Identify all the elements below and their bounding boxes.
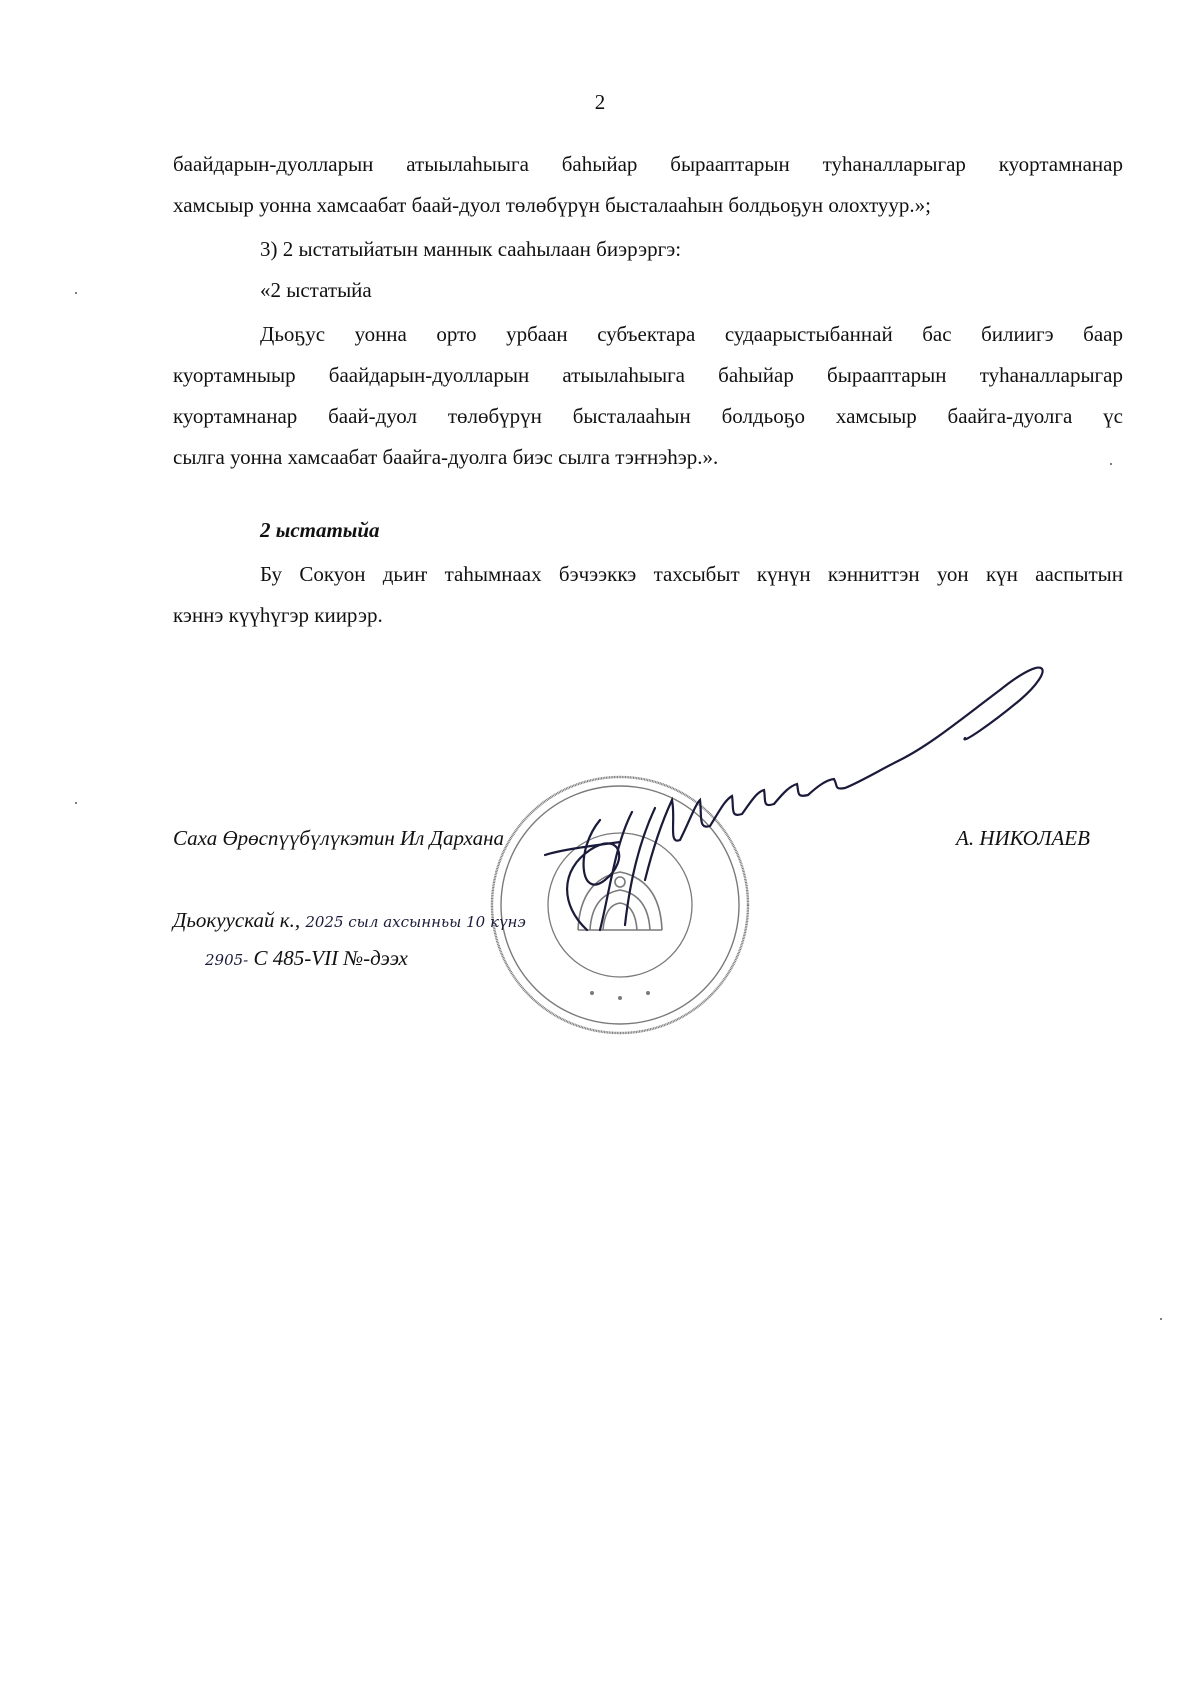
body-line: Дьоҕус уонна орто урбаан субъектара судаарыстыбаннай бас билиигэ баар [260,322,1123,346]
scan-speck [75,292,77,294]
scan-speck [1160,1318,1162,1320]
signatory-name: А. НИКОЛАЕВ [956,826,1090,850]
place-prefix: Дьокуускай к., [173,908,301,932]
body-line: хамсыыр уонна хамсаабат баай-дуол төлөбүрүн бысталааһын болдьоҕун олохтуур.»; [173,193,931,217]
scan-speck [1110,463,1112,465]
stamp-emblem-icon [578,872,662,930]
handwritten-number: 2905- [205,951,249,969]
scan-speck [75,802,77,804]
law-number [205,946,408,971]
body-line: куортамнанар баай-дуол төлөбүрүн бысталааһын болдьоҕо хамсыыр баайга-дуолга үс [173,404,1123,428]
body-line: сылга уонна хамсаабат баайга-дуолга биэс сылга тэҥнэһэр.». [173,445,719,469]
official-stamp [492,777,748,1033]
handwritten-date: 2025 сыл ахсынньы 10 күнэ [305,913,526,931]
quoted-article-heading: «2 ыстатыйа [260,278,372,302]
body-line: баайдарын-дуолларын атыылаһыыга баһыйар бырааптарын туһаналларыгар куортамнанар [173,152,1123,176]
body-line: Бу Сокуон дьиҥ таһымнаах бэчээккэ тахсыбыт күнүн кэнниттэн уон күн ааспытын [260,562,1123,586]
printed-number: С 485-VII №-дээх [253,946,408,970]
list-item-3: 3) 2 ыстатыйатын маннык сааһылаан биэрэргэ: [260,237,682,261]
signatory-position: Саха Өрөспүүбүлүкэтин Ил Дархана [173,826,504,850]
stamp-star-icon [590,991,650,1000]
article-2-heading: 2 ыстатыйа [260,518,380,542]
body-line: кэннэ күүһүгэр киирэр. [173,603,383,627]
body-line: куортамныыр баайдарын-дуолларын атыылаһыыга баһыйар бырааптарын туһаналларыгар [173,363,1123,387]
page-number: 2 [594,90,606,114]
signature-scribble [545,668,1043,930]
signing-place [173,908,526,933]
